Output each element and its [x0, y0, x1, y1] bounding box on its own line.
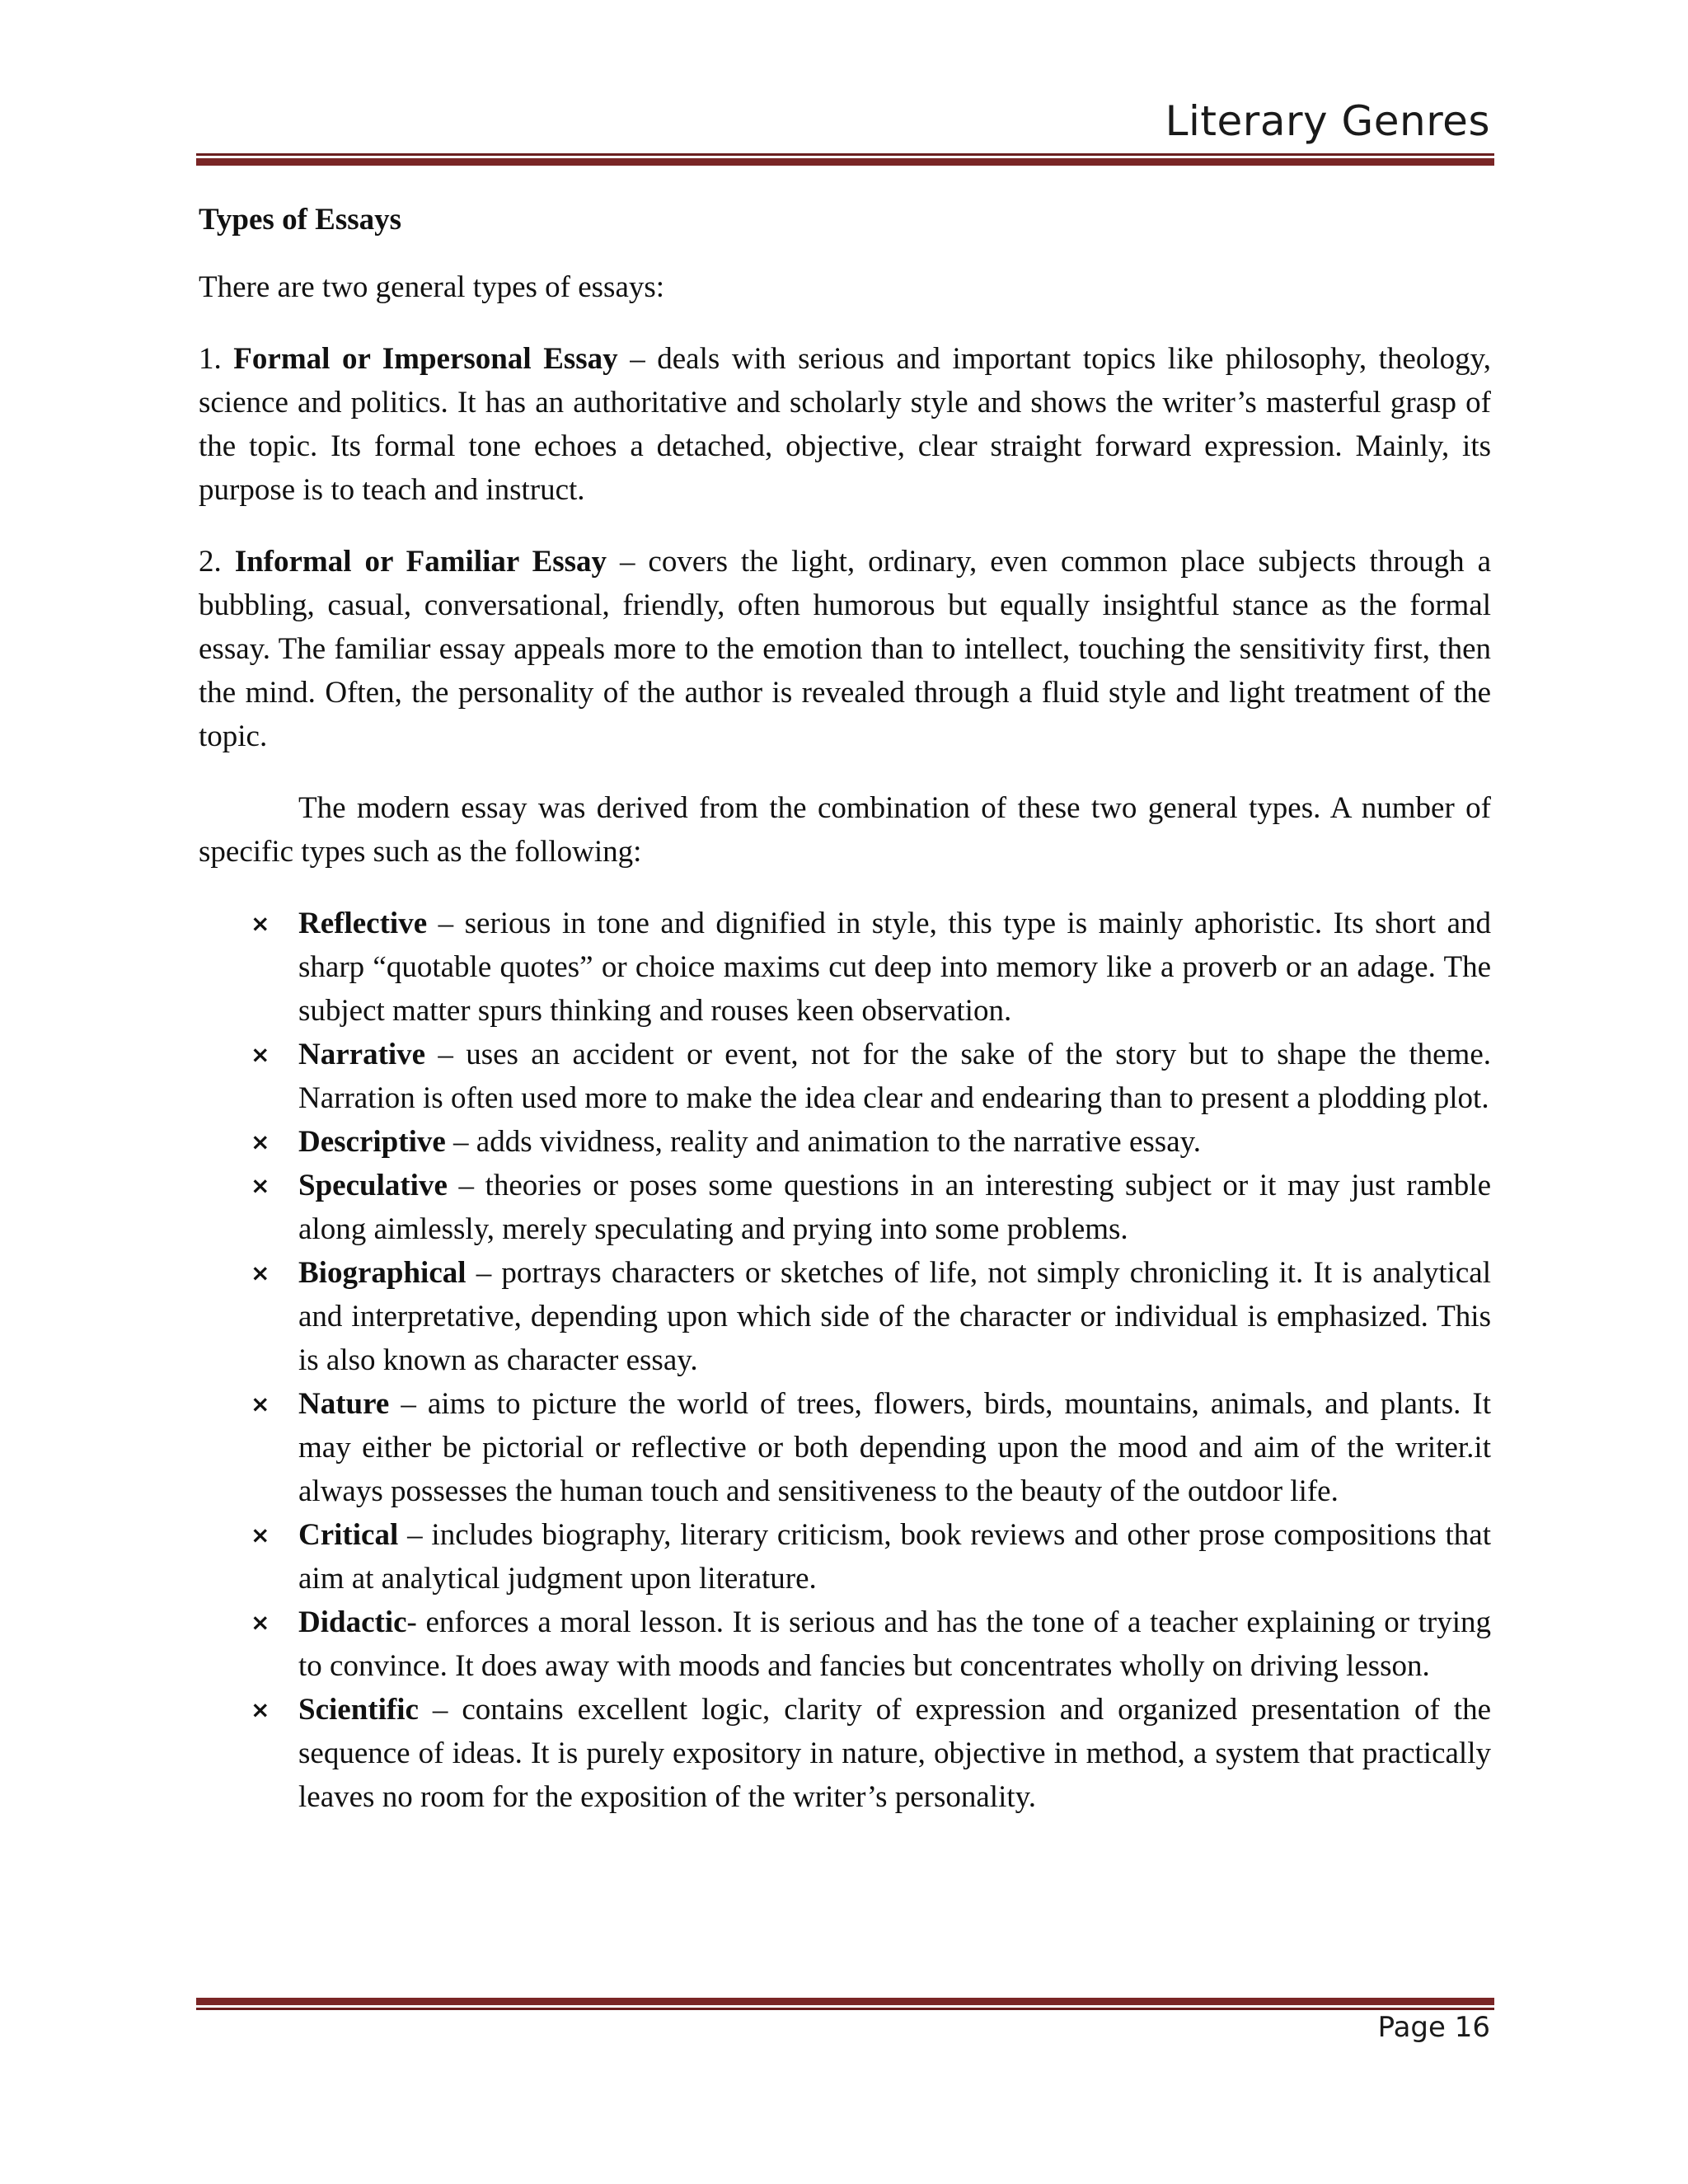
type-text: - enforces a moral lesson. It is serious and has the tone of a teacher explaining or trying to convince. It does away with moods and fancies but concentrates wholly on driving lesson.	[298, 1605, 1491, 1683]
general-type-text: – deals with serious and important topics like philosophy, theology, science and politics. It has an authoritative and scholarly style and shows the writer’s masterful grasp of the topic. Its formal tone echoes a detached, objective, clear straight forward expression. Mainly, its purpose is to teach and instruct.	[199, 342, 1491, 507]
list-item	[199, 902, 1491, 1033]
cross-bullet-icon: ×	[251, 1172, 270, 1199]
header-rule	[196, 153, 1494, 166]
intro-paragraph: There are two general types of essays:	[199, 270, 665, 304]
modern-essay-paragraph: The modern essay was derived from the combination of these two general types. A number of specific types such as the following:	[199, 791, 1491, 869]
type-text: – includes biography, literary criticism, book reviews and other prose compositions that aim at analytical judgment upon literature.	[298, 1518, 1491, 1596]
list-item	[199, 1382, 1491, 1513]
general-type-term: Formal or Impersonal Essay	[233, 342, 618, 376]
cross-bullet-icon: ×	[251, 1609, 270, 1636]
type-term: Reflective	[298, 907, 428, 940]
type-term: Biographical	[298, 1256, 467, 1290]
cross-bullet-icon: ×	[251, 1259, 270, 1286]
list-item	[199, 1033, 1491, 1120]
general-type-number: 1.	[199, 342, 222, 376]
type-text: – serious in tone and dignified in style, this type is mainly aphoristic. Its short and sharp “quotable quotes” or choice maxims cut deep into memory like a proverb or an adage. The subject matter spurs thinking and rouses keen observation.	[298, 907, 1491, 1028]
type-text: – adds vividness, reality and animation to the narrative essay.	[445, 1125, 1201, 1159]
section-heading: Types of Essays	[199, 203, 402, 237]
cross-bullet-icon: ×	[251, 1041, 270, 1068]
list-item	[199, 1601, 1491, 1688]
list-item	[199, 1251, 1491, 1382]
type-term: Nature	[298, 1387, 390, 1421]
general-type-text: – covers the light, ordinary, even common place subjects through a bubbling, casual, conversational, friendly, often humorous but equally insightful stance as the formal essay. The familiar essay appeals more to the emotion than to intellect, touching the sensitivity first, then the mind. Often, the personality of the author is revealed through a fluid style and light treatment of the topic.	[199, 545, 1491, 753]
type-text: – portrays characters or sketches of life, not simply chronicling it. It is analytical and interpretative, depending upon which side of the character or individual is emphasized. This is also known as character essay.	[298, 1256, 1491, 1377]
cross-bullet-icon: ×	[251, 1521, 270, 1549]
type-text: – theories or poses some questions in an interesting subject or it may just ramble along aimlessly, merely speculating and prying into some problems.	[298, 1169, 1491, 1246]
type-term: Descriptive	[298, 1125, 446, 1159]
general-type-formal	[199, 337, 1491, 512]
type-text: – contains excellent logic, clarity of expression and organized presentation of the sequence of ideas. It is purely expository in nature, objective in method, a system that practically leaves no room for the exposition of the writer’s personality.	[298, 1693, 1491, 1814]
footer-rule	[196, 1998, 1494, 2010]
cross-bullet-icon: ×	[251, 1390, 270, 1418]
type-text: – uses an accident or event, not for the sake of the story but to shape the theme. Narration is often used more to make the idea clear and endearing than to present a plodding plot.	[298, 1038, 1491, 1115]
general-type-term: Informal or Familiar Essay	[234, 545, 607, 579]
type-term: Speculative	[298, 1169, 448, 1202]
cross-bullet-icon: ×	[251, 910, 270, 937]
specific-types-list	[199, 902, 1491, 1819]
type-term: Didactic	[298, 1605, 407, 1639]
type-term: Critical	[298, 1518, 399, 1552]
page-content	[199, 198, 1491, 1819]
list-item	[199, 1513, 1491, 1601]
cross-bullet-icon: ×	[251, 1696, 270, 1723]
page-number: Page 16	[1377, 2011, 1490, 2044]
type-term: Narrative	[298, 1038, 426, 1071]
general-type-number: 2.	[199, 545, 222, 579]
type-term: Scientific	[298, 1693, 419, 1727]
cross-bullet-icon: ×	[251, 1128, 270, 1155]
header-title: Literary Genres	[1165, 97, 1490, 145]
list-item	[199, 1164, 1491, 1251]
list-item	[199, 1120, 1491, 1164]
type-text: – aims to picture the world of trees, flowers, birds, mountains, animals, and plants. It may either be pictorial or reflective or both depending upon the mood and aim of the writer.it always possesses the human touch and sensitiveness to the beauty of the outdoor life.	[298, 1387, 1491, 1508]
general-type-informal	[199, 540, 1491, 758]
list-item	[199, 1688, 1491, 1819]
